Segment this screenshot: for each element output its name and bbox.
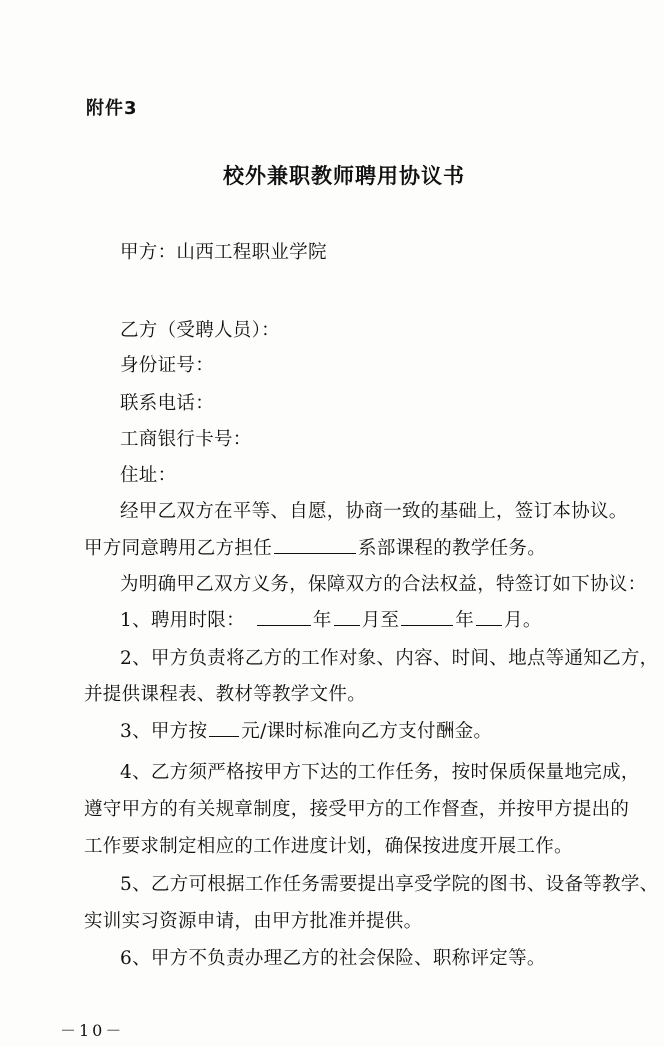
fee-blank	[209, 735, 239, 737]
end-year-blank	[401, 624, 453, 626]
clause-4-line-3: 工作要求制定相应的工作进度计划，确保按进度开展工作。	[84, 836, 573, 857]
party-b-address-field: 住址：	[120, 465, 177, 486]
intro-line-3: 为明确甲乙双方义务，保障双方的合法权益，特签订如下协议：	[120, 574, 647, 595]
intro-line-2-pre: 甲方同意聘用乙方担任	[84, 538, 273, 559]
party-b-name-field: 乙方（受聘人员）：	[120, 320, 280, 341]
clause-4-line-1: 4、乙方须严格按甲方下达的工作任务，按时保质保量地完成，	[120, 762, 640, 783]
department-blank	[274, 552, 356, 554]
start-year-blank	[257, 624, 311, 626]
end-month-blank	[476, 624, 502, 626]
party-b-id-field: 身份证号：	[120, 355, 215, 376]
clause-6: 6、甲方不负责办理乙方的社会保险、职称评定等。	[120, 948, 546, 969]
intro-line-2-post: 系部课程的教学任务。	[358, 538, 547, 559]
page-number: －10－	[60, 1021, 125, 1040]
clause-1-year-2: 年	[455, 610, 475, 631]
party-a-line: 甲方：山西工程职业学院	[120, 242, 327, 263]
intro-line-2	[84, 534, 546, 560]
party-b-phone-field: 联系电话：	[120, 393, 215, 414]
clause-3	[120, 717, 492, 743]
clause-1	[120, 606, 542, 632]
intro-line-1: 经甲乙双方在平等、自愿，协商一致的基础上，签订本协议。	[120, 501, 628, 522]
clause-3-pre: 3、甲方按	[120, 721, 208, 742]
clause-1-pre: 1、聘用时限：	[120, 610, 245, 631]
party-b-bank-card-field: 工商银行卡号：	[120, 429, 252, 450]
clause-4-line-2: 遵守甲方的有关规章制度，接受甲方的工作督查，并按甲方提出的	[84, 799, 630, 820]
clause-2-line-1: 2、甲方负责将乙方的工作对象、内容、时间、地点等通知乙方，	[120, 648, 659, 669]
attachment-label: 附件3	[86, 98, 138, 119]
clause-5-line-1: 5、乙方可根据工作任务需要提出享受学院的图书、设备等教学、	[120, 874, 659, 895]
clause-2-line-2: 并提供课程表、教材等教学文件。	[84, 684, 367, 705]
clause-5-line-2: 实训实习资源申请，由甲方批准并提供。	[84, 911, 423, 932]
clause-3-post: 元/课时标准向乙方支付酬金。	[241, 721, 493, 742]
document-title: 校外兼职教师聘用协议书	[223, 164, 465, 188]
start-month-blank	[334, 624, 360, 626]
clause-1-year-1: 年	[312, 610, 332, 631]
clause-1-month-1: 月至	[361, 610, 400, 631]
clause-1-month-2: 月。	[504, 610, 542, 631]
